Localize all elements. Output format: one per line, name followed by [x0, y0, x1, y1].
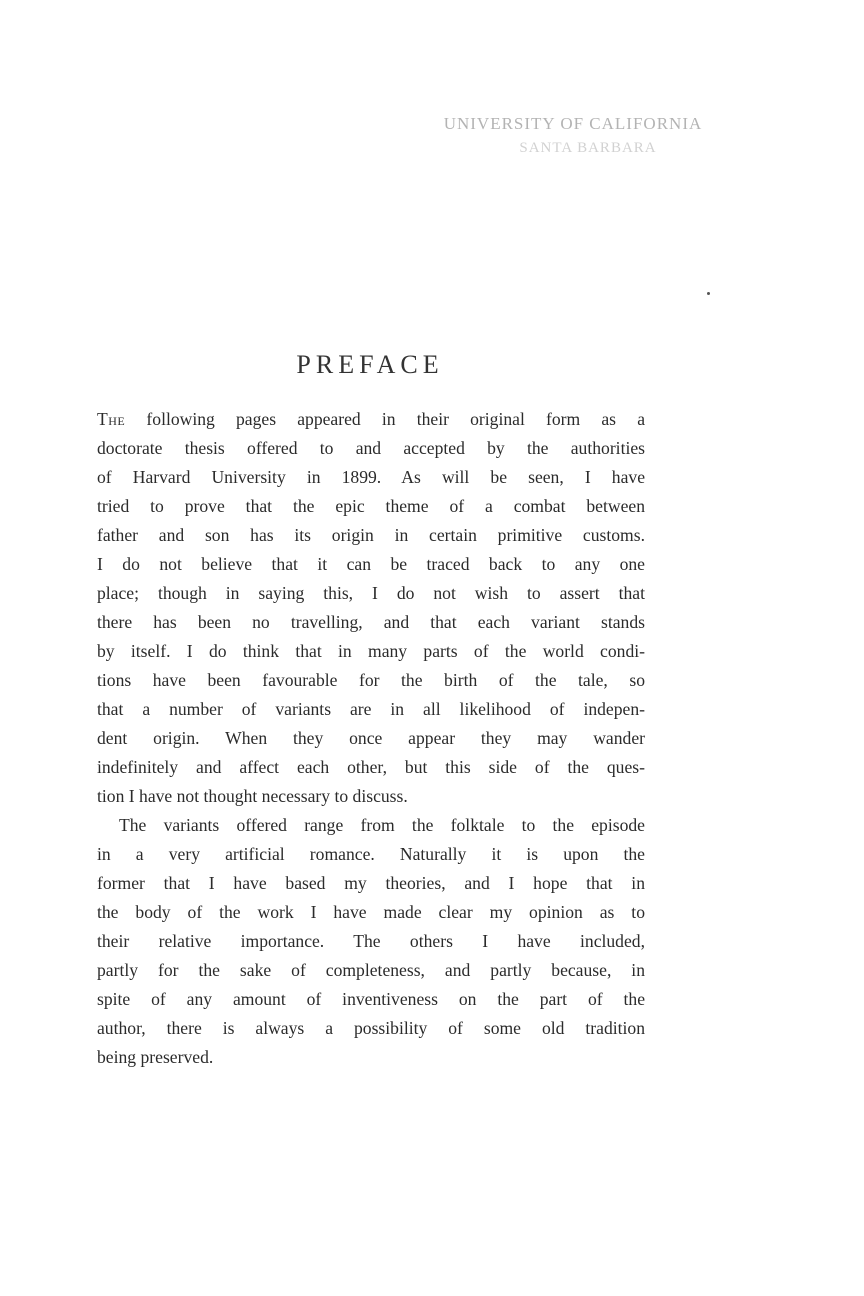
paragraph-1-line-13: indefinitely and affect each other, but this side of the ques- — [97, 757, 645, 777]
paragraph-1-line-6: I do not believe that it can be traced back to any one — [97, 554, 645, 574]
paragraph-2-line-3: former that I have based my theories, and I hope that in — [97, 873, 645, 893]
paragraph-2-line-9: being preserved. — [97, 1047, 214, 1067]
stamp-line-university: UNIVERSITY OF CALIFORNIA — [443, 114, 703, 133]
paragraph-1-line-5: father and son has its origin in certain primitive customs. — [97, 525, 645, 545]
paragraph-1-line-7: place; though in saying this, I do not wish to assert that — [97, 583, 645, 603]
paragraph-2-line-7: spite of any amount of inventiveness on the part of the — [97, 989, 645, 1009]
stray-ink-mark — [707, 292, 710, 295]
library-stamp — [418, 112, 728, 160]
paragraph-1-line-1: The following pages appeared in their original form as a — [97, 409, 645, 429]
paragraph-2-line-4: the body of the work I have made clear my opinion as to — [97, 902, 645, 922]
paragraph-2-line-6: partly for the sake of completeness, and partly because, in — [97, 960, 645, 980]
paragraph-1-line-10: tions have been favourable for the birth of the tale, so — [97, 670, 645, 690]
paragraph-1-line-9: by itself. I do think that in many parts of the world condi- — [97, 641, 645, 661]
lead-word: The — [97, 409, 126, 429]
stamp-line-campus: SANTA BARBARA — [519, 140, 657, 156]
paragraph-1-line-14: tion I have not thought necessary to discuss. — [97, 786, 408, 806]
paragraph-2-line-1: The variants offered range from the folktale to the episode — [119, 815, 645, 835]
preface-body — [97, 405, 645, 1072]
paragraph-2-line-8: author, there is always a possibility of some old tradition — [97, 1018, 645, 1038]
paragraph-1-line-3: of Harvard University in 1899. As will be seen, I have — [97, 467, 645, 487]
paragraph-2-line-2: in a very artificial romance. Naturally it is upon the — [97, 844, 645, 864]
paragraph-1-line-4: tried to prove that the epic theme of a combat between — [97, 496, 645, 516]
paragraph-1-line-12: dent origin. When they once appear they may wander — [97, 728, 645, 748]
paragraph-1-line-8: there has been no travelling, and that each variant stands — [97, 612, 645, 632]
paragraph-2-line-5: their relative importance. The others I have included, — [97, 931, 645, 951]
paragraph-1-line-2: doctorate thesis offered to and accepted by the authorities — [97, 438, 645, 458]
page-title: PREFACE — [296, 350, 444, 379]
paragraph-1-line-11: that a number of variants are in all likelihood of indepen- — [97, 699, 645, 719]
